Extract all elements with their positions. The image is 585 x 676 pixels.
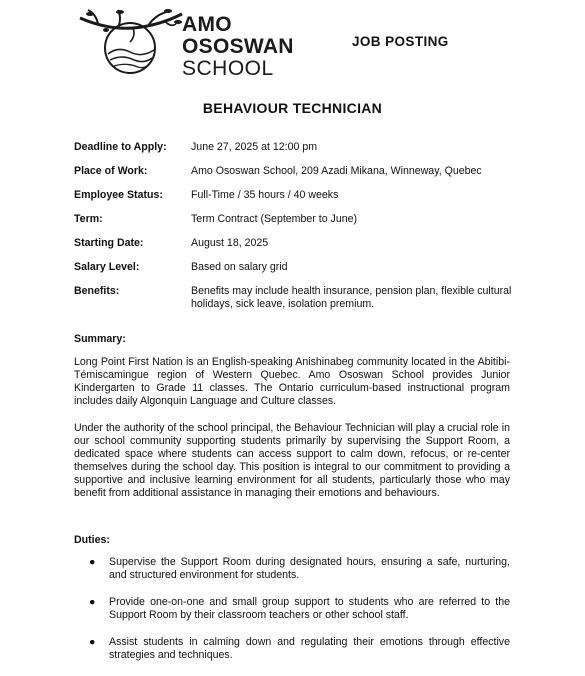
duty-text: Provide one-on-one and small group support to students who are referred to the Support Room by their classroom teachers or other school staff. bbox=[109, 596, 510, 621]
list-item bbox=[74, 556, 510, 582]
field-value: Based on salary grid bbox=[191, 261, 288, 273]
bullet-icon: ● bbox=[89, 596, 96, 608]
duties-heading: Duties: bbox=[74, 534, 110, 546]
list-item bbox=[74, 636, 510, 662]
logo-line-ososwan: OSOSWAN bbox=[182, 35, 294, 58]
logo-line-school: SCHOOL bbox=[182, 57, 274, 80]
field-label: Starting Date: bbox=[74, 237, 144, 249]
field-employee-status bbox=[74, 189, 514, 202]
bullet-icon: ● bbox=[89, 556, 96, 568]
field-label: Salary Level: bbox=[74, 261, 140, 273]
field-salary-level bbox=[74, 261, 514, 274]
field-value: Amo Ososwan School, 209 Azadi Mikana, Winneway, Quebec bbox=[191, 165, 482, 177]
summary-paragraph: Long Point First Nation is an English-speaking Anishinabeg community located in the Abitibi-Témiscamingue region of Western Quebec. Amo Ososwan School provides Junior Kindergarten to Grade 11 classes. The Ontario curriculum-based instructional program includes daily Algonquin Language and Culture classes. bbox=[74, 356, 510, 407]
duties-list bbox=[74, 556, 510, 676]
field-place-of-work bbox=[74, 165, 514, 178]
bullet-icon: ● bbox=[89, 636, 96, 648]
field-deadline bbox=[74, 141, 514, 154]
field-label: Place of Work: bbox=[74, 165, 148, 177]
logo-wordmark bbox=[182, 14, 294, 80]
job-details bbox=[74, 141, 514, 322]
page-title: BEHAVIOUR TECHNICIAN bbox=[202, 100, 383, 116]
field-starting-date bbox=[74, 237, 514, 250]
job-posting-label: JOB POSTING bbox=[352, 34, 449, 49]
field-value: Benefits may include health insurance, pension plan, flexible cultural holidays, sick leave, isolation premium. bbox=[191, 285, 512, 310]
field-term bbox=[74, 213, 514, 226]
field-label: Employee Status: bbox=[74, 189, 163, 201]
field-value: August 18, 2025 bbox=[191, 237, 269, 249]
tree-moon-logo-icon bbox=[78, 8, 188, 76]
field-value: Term Contract (September to June) bbox=[191, 213, 358, 225]
field-benefits bbox=[74, 285, 514, 311]
duty-text: Supervise the Support Room during designated hours, ensuring a safe, nurturing, and structured environment for students. bbox=[109, 556, 510, 581]
field-value: June 27, 2025 at 12:00 pm bbox=[191, 141, 318, 153]
field-label: Term: bbox=[74, 213, 103, 225]
summary-heading: Summary: bbox=[74, 333, 126, 345]
field-label: Benefits: bbox=[74, 285, 120, 297]
duty-text: Assist students in calming down and regulating their emotions through effective strategies and techniques. bbox=[109, 636, 510, 661]
list-item bbox=[74, 596, 510, 622]
school-logo bbox=[78, 8, 294, 80]
field-label: Deadline to Apply: bbox=[74, 141, 167, 153]
summary-paragraph: Under the authority of the school principal, the Behaviour Technician will play a crucial role in our school community supporting students primarily by supervising the Support Room, a dedicated space where students can access support to calm down, refocus, or re-center themselves during the school day. This position is integral to our commitment to providing a supportive and inclusive learning environment for all students, particularly those who may benefit from additional assistance in managing their emotions and behaviours. bbox=[74, 422, 510, 499]
logo-line-amo: AMO bbox=[182, 13, 232, 36]
field-value: Full-Time / 35 hours / 40 weeks bbox=[191, 189, 339, 201]
